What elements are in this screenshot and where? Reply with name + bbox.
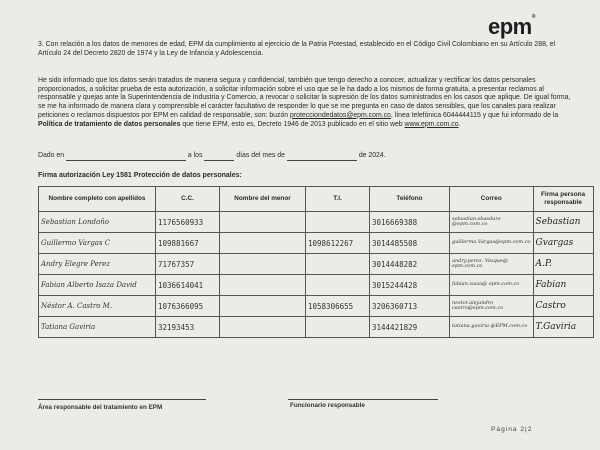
cell-phone: 3014448282: [370, 254, 450, 275]
table-row: [39, 296, 594, 317]
cell-ti: [306, 317, 370, 338]
left-signature-line: [38, 399, 206, 400]
header-minor: Nombre del menor: [220, 187, 306, 212]
header-email: Correo: [450, 187, 534, 212]
cell-name: Tatiana Gaviria: [39, 317, 156, 338]
header-phone: Teléfono: [370, 187, 450, 212]
paragraph-3: 3. Con relación a los datos de menores de edad, EPM da cumplimiento al ejercicio de la Patria Potestad, establecido en el Código Civil Colombiano en su Artículo 288, el Artículo 24 del Decreto 2820 de 1974 y la Ley de Infancia y Adolescencia.: [38, 41, 556, 57]
date-line: Dado en a los días del mes de de 2024.: [38, 152, 386, 159]
cell-ti: [306, 212, 370, 233]
cell-cc: 1176560933: [156, 212, 220, 233]
cell-email: guillermo.Vargas@epm.com.co: [450, 233, 534, 254]
table-row: [39, 317, 594, 338]
cell-phone: 3015244428: [370, 275, 450, 296]
cell-minor: [220, 296, 306, 317]
cell-minor: [220, 254, 306, 275]
cell-cc: 71767357: [156, 254, 220, 275]
signature: Gvargas: [533, 233, 593, 254]
cell-name: Andry Elegre Perez: [39, 254, 156, 275]
cell-cc: 32193453: [156, 317, 220, 338]
table-row: [39, 254, 594, 275]
cell-name: Fabian Alberto Isaza David: [39, 275, 156, 296]
place-blank[interactable]: [66, 153, 186, 161]
signature: Sebastian: [533, 212, 593, 233]
cell-phone: 3014485508: [370, 233, 450, 254]
table-row: [39, 212, 594, 233]
cell-name: Sebastian Londoño: [39, 212, 156, 233]
cell-ti: [306, 275, 370, 296]
month-blank[interactable]: [287, 153, 357, 161]
cell-email: sebastian.sbasdure @epm.com.co: [450, 212, 534, 233]
cell-ti: [306, 254, 370, 275]
right-signature-line: [288, 399, 438, 400]
cell-cc: 1076366095: [156, 296, 220, 317]
cell-cc: 109881667: [156, 233, 220, 254]
cell-phone: 3144421829: [370, 317, 450, 338]
cell-ti: 1058306655: [306, 296, 370, 317]
cell-minor: [220, 275, 306, 296]
cell-minor: [220, 317, 306, 338]
cell-cc: 1036614041: [156, 275, 220, 296]
header-name: Nombre completo con apellidos: [39, 187, 156, 212]
header-signature: Firma persona responsable: [533, 187, 593, 212]
signature: Fabian: [533, 275, 593, 296]
signature: Castro: [533, 296, 593, 317]
epm-logo: epm®: [488, 14, 535, 39]
cell-email: tatiana.gaviria @EPM.com.co: [450, 317, 534, 338]
epm-website-link[interactable]: www.epm.com.co: [404, 120, 459, 128]
cell-minor: [220, 212, 306, 233]
authorization-table: [38, 186, 594, 338]
cell-email: andry.perez. Vasque@ epm.com.co: [450, 254, 534, 275]
left-signature-label: Área responsable del tratamiento en EPM: [38, 404, 163, 411]
table-row: [39, 233, 594, 254]
header-cc: C.C.: [156, 187, 220, 212]
cell-ti: 1098612267: [306, 233, 370, 254]
cell-email: fabian.isaza@ epm.com.co: [450, 275, 534, 296]
section-title: Firma autorización Ley 1581 Protección de datos personales:: [38, 172, 242, 179]
consent-paragraph: He sido informado que los datos serán tratados de manera segura y confidencial, también que tengo derecho a conocer, actualizar y rectificar los datos personales proporcionados, a solicitar prueba de esta autorización, a solicitar información sobre el uso que se le ha dado a los mismos de forma gratuita, a presentar reclamos al responsable y quejas ante la Superintendencia de Industria y Comercio, a revocar o solicitar la supresión de los datos suministrados en los casos que aplique. De igual forma, se me ha informado de manera clara y comprensible el carácter facultativo de responder lo que se me pregunta en caso de datos sensibles, que los canales para realizar peticiones o reclamos dispuestos por EPM en calidad de responsable, son: buzón protecciondedatos@epm.com.co, línea telefónica 6044444115 y que fui informado de la Política de tratamiento de datos personales que tiene EPM, esto es, Decreto 1946 de 2013 publicado en el sitio web www.epm.com.co.: [38, 77, 571, 128]
right-signature-label: Funcionario responsable: [290, 402, 365, 409]
data-protection-email[interactable]: protecciondedatos@epm.com.co: [290, 111, 391, 119]
signature: A.P.: [533, 254, 593, 275]
cell-phone: 3016669388: [370, 212, 450, 233]
signature: T.Gaviria: [533, 317, 593, 338]
cell-name: Néstor A. Castro M.: [39, 296, 156, 317]
page-number: Página 2|2: [491, 426, 533, 433]
cell-phone: 3206360713: [370, 296, 450, 317]
header-ti: T.I.: [306, 187, 370, 212]
cell-name: Guillermo Vargas C: [39, 233, 156, 254]
cell-email: nestor.alejandro castro@epm.com.co: [450, 296, 534, 317]
table-header: [39, 187, 594, 212]
day-blank[interactable]: [204, 153, 234, 161]
table-row: [39, 275, 594, 296]
cell-minor: [220, 233, 306, 254]
